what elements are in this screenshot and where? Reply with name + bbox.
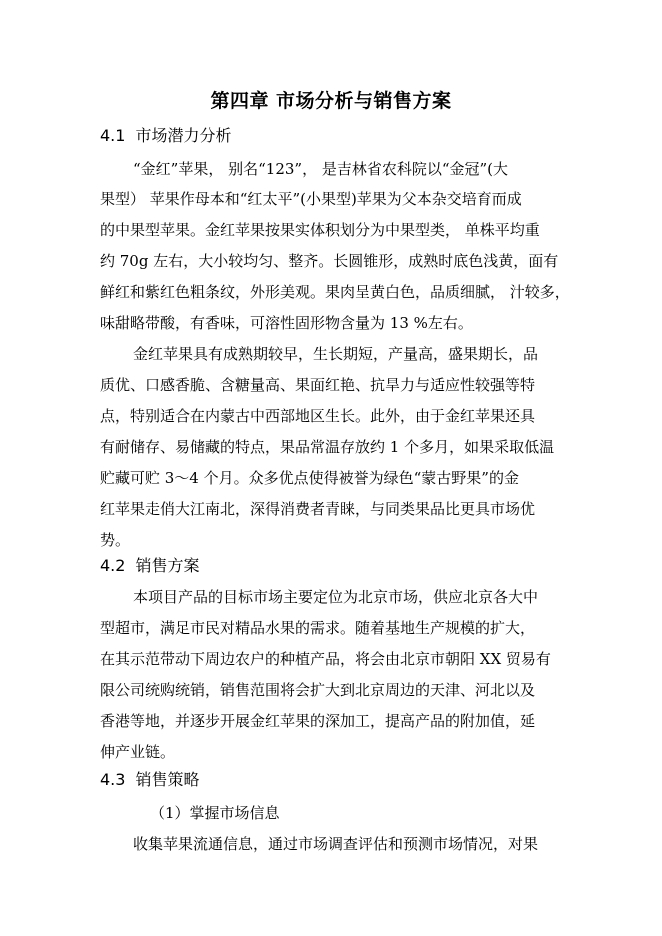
chapter-title: 第四章 市场分析与销售方案	[210, 90, 452, 112]
section-number: 4.3	[100, 770, 126, 789]
paragraph-line: 约 70g 左右，大小较均匀、整齐。长圆锥形，成熟时底色浅黄，面有	[100, 252, 559, 270]
paragraph-line: 限公司统购统销，销售范围将会扩大到北京周边的天津、河北以及	[100, 681, 536, 699]
section-title: 销售方案	[135, 556, 200, 575]
paragraph-line: “金红”苹果， 别名“123”， 是吉林省农科院以“金冠”(大	[133, 160, 509, 178]
paragraph-line: 果型） 苹果作母本和“红太平”(小果型)苹果为父本杂交培育而成	[100, 190, 522, 208]
paragraph-line: 收集苹果流通信息，通过市场调查评估和预测市场情况，对果	[133, 835, 539, 853]
paragraph-line: 本项目产品的目标市场主要定位为北京市场，供应北京各大中	[133, 588, 539, 606]
paragraph-line: 金红苹果具有成熟期较早，生长期短，产量高，盛果期长，品	[133, 345, 539, 363]
paragraph-line: 鲜红和紫红色粗条纹，外形美观。果肉呈黄白色，品质细腻， 汁较多，	[100, 283, 570, 301]
paragraph-line: 在其示范带动下周边农户的种植产品，将会由北京市朝阳 XX 贸易有	[100, 650, 551, 668]
paragraph-line: 伸产业链。	[100, 743, 176, 761]
paragraph-line: 点，特别适合在内蒙古中西部地区生长。此外，由于金红苹果还具	[100, 407, 536, 425]
paragraph-line: 红苹果走俏大江南北，深得消费者青睐，与同类果品比更具市场优	[100, 500, 536, 518]
paragraph-line: 势。	[100, 531, 131, 549]
section-number: 4.2	[100, 556, 126, 575]
section-heading-4-1	[100, 125, 231, 147]
paragraph-line: 有耐储存、易储藏的特点，果品常温存放约 1 个多月，如果采取低温	[100, 438, 555, 456]
paragraph-line: 的中果型苹果。金红苹果按果实体积划分为中果型类， 单株平均重	[100, 221, 540, 239]
paragraph-line: 味甜略带酸，有香味，可溶性固形物含量为 13 %左右。	[100, 314, 473, 332]
section-title: 销售策略	[135, 770, 200, 789]
section-title: 市场潜力分析	[135, 126, 232, 145]
section-heading-4-2	[100, 555, 199, 577]
section-heading-4-3	[100, 769, 199, 791]
paragraph-line: 型超市，满足市民对精品水果的需求。随着基地生产规模的扩大，	[100, 619, 536, 637]
subsection-heading: （1）掌握市场信息	[150, 804, 280, 822]
section-number: 4.1	[100, 126, 126, 145]
paragraph-line: 贮藏可贮 3～4 个月。众多优点使得被誉为绿色“蒙古野果”的金	[100, 469, 519, 487]
paragraph-line: 质优、口感香脆、含糖量高、果面红艳、抗旱力与适应性较强等特	[100, 376, 536, 394]
paragraph-line: 香港等地，并逐步开展金红苹果的深加工，提高产品的附加值，延	[100, 712, 536, 730]
